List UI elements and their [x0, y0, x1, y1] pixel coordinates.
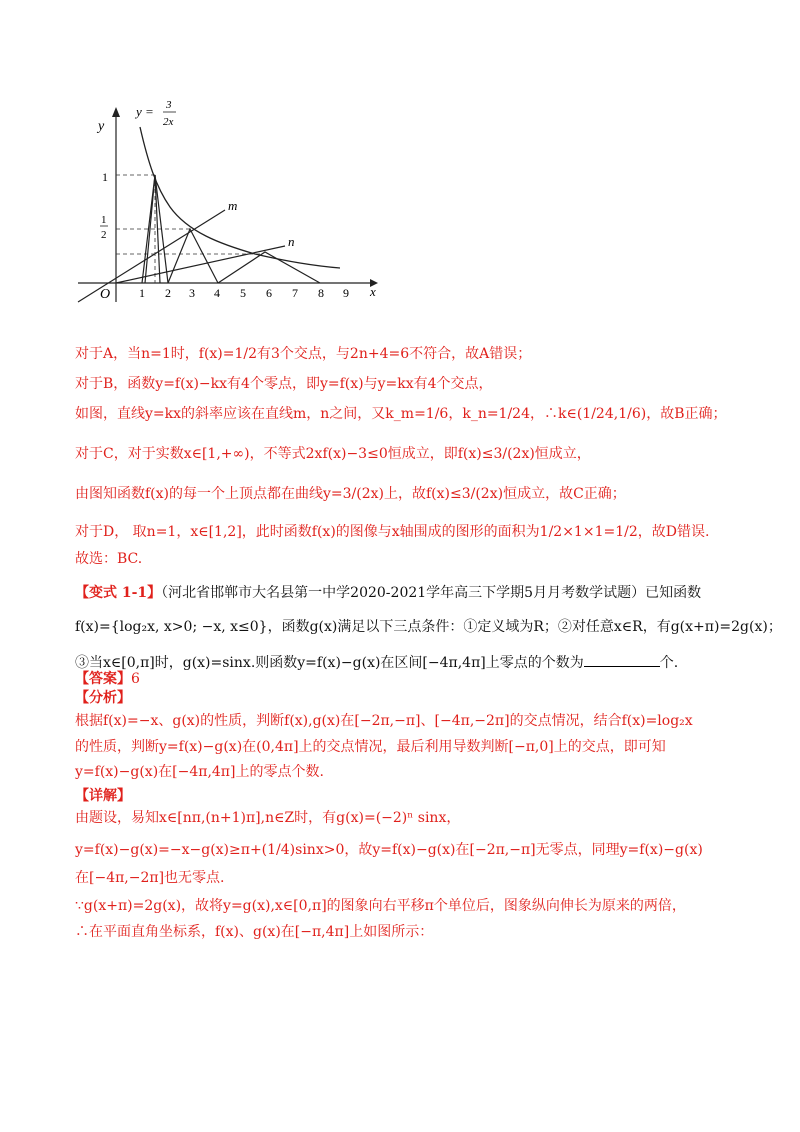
x-tick-4: 4 [214, 286, 220, 300]
curve-3-over-2x [140, 127, 340, 268]
x-tick-7: 7 [292, 286, 298, 300]
y-tick-1: 1 [102, 170, 108, 184]
analysis-label: 【分析】 [75, 690, 131, 706]
analysis-line-3: y=f(x)−g(x)在[−4π,4π]上的零点个数. [75, 764, 324, 780]
answer-blank [584, 652, 660, 667]
y-axis-arrow-icon [112, 107, 120, 117]
variant-heading [75, 583, 701, 603]
axis-y-label: y [98, 119, 105, 134]
variant-line-2: f(x)={log₂x, x>0; −x, x≤0}，函数g(x)满足以下三点条件：①定义域为R；②对任意x∈R，有g(x+π)=2g(x)； [75, 619, 782, 635]
svg-text:1: 1 [101, 214, 107, 226]
x-tick-8: 8 [318, 286, 324, 300]
variant-line-3-text: ③当x∈[0,π]时，g(x)=sinx.则函数y=f(x)−g(x)在区间[−4π,4π]上零点的个数为 [75, 655, 584, 671]
x-tick-2: 2 [165, 286, 171, 300]
solution-line-a: 对于A，当n=1时，f(x)=1/2有3个交点，与2n+4=6不符合，故A错误； [75, 346, 532, 362]
detail-label: 【详解】 [75, 788, 131, 804]
x-tick-9: 9 [343, 286, 349, 300]
solution-line-d: 对于D， 取n=1，x∈[1,2]，此时函数f(x)的图像与x轴围成的图形的面积为1/2×1×1=1/2，故D错误. [75, 524, 710, 540]
origin-label: O [100, 287, 111, 302]
curve-label-num: 3 [166, 99, 172, 111]
solution-line-c: 对于C，对于实数x∈[1,+∞)，不等式2xf(x)−3≤0恒成立，即f(x)≤3/(2x)恒成立， [75, 446, 591, 462]
solution-choice: 故选：BC. [75, 551, 143, 567]
solution-line-b2: 如图，直线y=kx的斜率应该在直线m，n之间，又k_m=1/6，k_n=1/24，∴k∈(1/24,1/6)，故B正确； [75, 406, 727, 422]
line-n-label: n [288, 234, 295, 249]
variant-tag: 【变式 1-1】 [75, 585, 162, 601]
answer-label: 【答案】 [75, 671, 131, 687]
x-tick-labels [139, 286, 349, 300]
detail-line-1: 由题设，易知x∈[nπ,(n+1)π],n∈Z时，有g(x)=(−2)ⁿ sinx， [75, 810, 461, 826]
detail-line-5: ∴在平面直角坐标系，f(x)、g(x)在[−π,4π]上如图所示： [75, 924, 434, 940]
variant-source: （河北省邯郸市大名县第一中学2020-2021学年高三下学期5月月考数学试题）已知函数 [161, 585, 702, 601]
solution-line-b: 对于B，函数y=f(x)−kx有4个零点，即y=f(x)与y=kx有4个交点， [75, 376, 493, 392]
analysis-line-1: 根据f(x)=−x、g(x)的性质，判断f(x),g(x)在[−2π,−π]、[−4π,−2π]的交点情况，结合f(x)=log₂x [75, 713, 693, 729]
curve-label-den: 2x [163, 116, 174, 128]
y-tick-half [100, 214, 108, 241]
svg-text:2: 2 [101, 229, 107, 241]
axis-x-label: x [370, 284, 376, 299]
detail-line-2: y=f(x)−g(x)=−x−g(x)≥π+(1/4)sinx>0，故y=f(x)−g(x)在[−2π,−π]无零点，同理y=f(x)−g(x) [75, 842, 703, 858]
detail-line-4: ∵g(x+π)=2g(x)，故将y=g(x),x∈[0,π]的图象向右平移π个单位后，图象纵向伸长为原来的两倍， [75, 898, 686, 914]
variant-line-3-end: 个. [659, 655, 679, 671]
x-tick-5: 5 [240, 286, 246, 300]
line-n [116, 246, 285, 283]
line-m-label: m [228, 198, 238, 213]
x-tick-3: 3 [189, 286, 195, 300]
answer-value: 6 [131, 671, 140, 687]
solution-line-c2: 由图知函数f(x)的每一个上顶点都在曲线y=3/(2x)上，故f(x)≤3/(2x)恒成立，故C正确； [75, 486, 626, 502]
detail-line-3: 在[−4π,−2π]也无零点. [75, 870, 225, 886]
x-tick-6: 6 [266, 286, 272, 300]
curve-label: y = [136, 104, 154, 119]
analysis-line-2: 的性质，判断y=f(x)−g(x)在(0,4π]上的交点情况，最后利用导数判断[−π,0]上的交点，即可知 [75, 739, 666, 755]
function-graph [70, 92, 390, 317]
x-tick-1: 1 [139, 286, 145, 300]
answer-row [75, 669, 140, 689]
variant-line-3 [75, 652, 678, 673]
